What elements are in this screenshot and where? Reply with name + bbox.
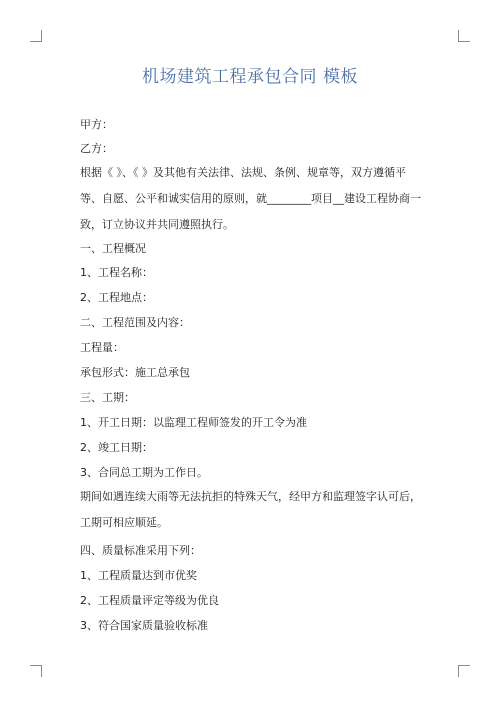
extension-paragraph: 期间如遇连续大雨等无法抗拒的特殊天气，经甲方和监理签字认可后，工期可相应顺延。 xyxy=(80,490,421,529)
crop-mark-bottom-right xyxy=(458,665,470,677)
section-3-heading: 三、工期： xyxy=(80,391,135,404)
section-1-heading: 一、工程概况 xyxy=(80,242,146,255)
party-b-line: 乙方： xyxy=(80,142,113,155)
quality-standard-1: 1、工程质量达到市优奖 xyxy=(80,569,197,582)
total-duration-line: 3、合同总工期为工作日。 xyxy=(80,466,208,479)
document-title: 机场建筑工程承包合同 模板 xyxy=(142,67,358,87)
project-name-line: 1、工程名称： xyxy=(80,266,153,279)
completion-date-line: 2、竣工日期： xyxy=(80,441,153,454)
project-location-line: 2、工程地点： xyxy=(80,291,153,304)
start-date-line: 1、开工日期：以监理工程师签发的开工令为准 xyxy=(80,416,307,429)
section-4-heading: 四、质量标准采用下列： xyxy=(80,544,201,557)
party-a-line: 甲方： xyxy=(80,118,113,131)
crop-mark-top-left xyxy=(30,30,42,42)
quality-standard-2: 2、工程质量评定等级为优良 xyxy=(80,594,219,607)
work-quantity-line: 工程量： xyxy=(80,341,124,354)
preamble-paragraph: 根据《 》、《 》及其他有关法律、法规、条例、规章等，双方遵循平等、自愿、公平和诚实信用的原则，就________项目__建设工程协商一致，订立协议并共同遵照执行。 xyxy=(80,166,421,231)
crop-mark-bottom-left xyxy=(30,665,42,677)
section-2-heading: 二、工程范围及内容： xyxy=(80,316,190,329)
quality-standard-3: 3、符合国家质量验收标准 xyxy=(80,619,208,632)
crop-mark-top-right xyxy=(458,30,470,42)
contract-form-line: 承包形式：施工总承包 xyxy=(80,366,190,379)
